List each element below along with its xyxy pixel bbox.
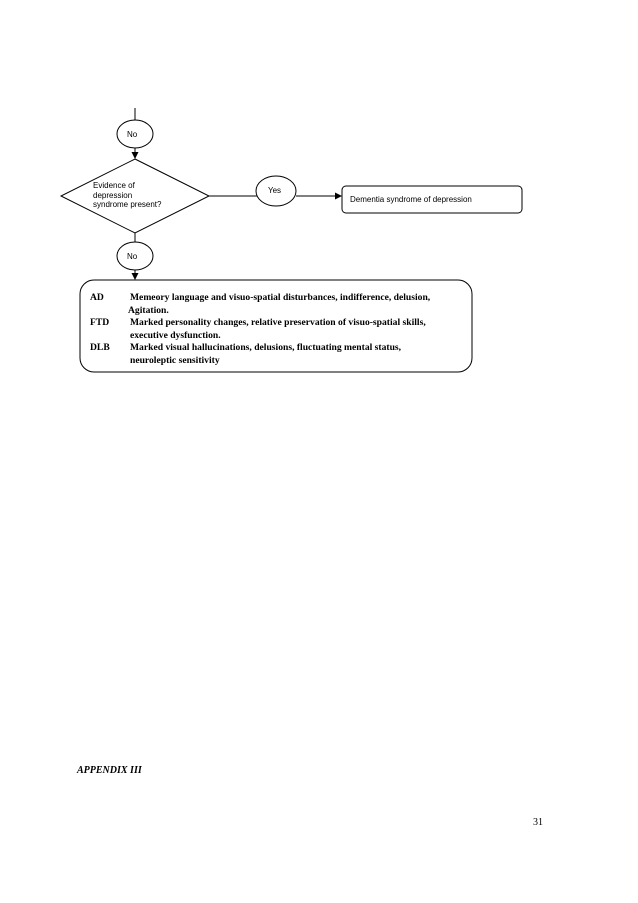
legend-abbr: FTD	[90, 317, 110, 328]
legend-content	[90, 292, 465, 368]
decision-line-3: syndrome present?	[93, 200, 162, 209]
legend-desc-line: Marked visual hallucinations, delusions, fluctuating mental status,	[130, 342, 402, 353]
no-bottom-label: No	[127, 252, 138, 261]
legend-abbr: DLB	[90, 342, 110, 353]
legend-desc-line: Marked personality changes, relative preservation of visuo-spatial skills,	[130, 317, 426, 328]
yes-label: Yes	[268, 186, 282, 195]
appendix-heading: APPENDIX III	[77, 765, 142, 776]
outcome-label: Dementia syndrome of depression	[350, 195, 472, 204]
legend-abbr: AD	[90, 292, 104, 303]
decision-label	[93, 181, 161, 210]
decision-line-1: Evidence of	[93, 181, 135, 190]
legend-desc-line: Memeory language and visuo-spatial disturbances, indifference, delusion,	[130, 292, 431, 303]
legend-desc-line: executive dysfunction.	[130, 329, 221, 341]
decision-line-2: depression	[93, 190, 133, 200]
legend-desc-line: Agitation.	[128, 304, 169, 316]
legend-desc-line: neuroleptic sensitivity	[130, 354, 220, 366]
page-number: 31	[533, 817, 543, 828]
no-top-label: No	[127, 130, 138, 139]
